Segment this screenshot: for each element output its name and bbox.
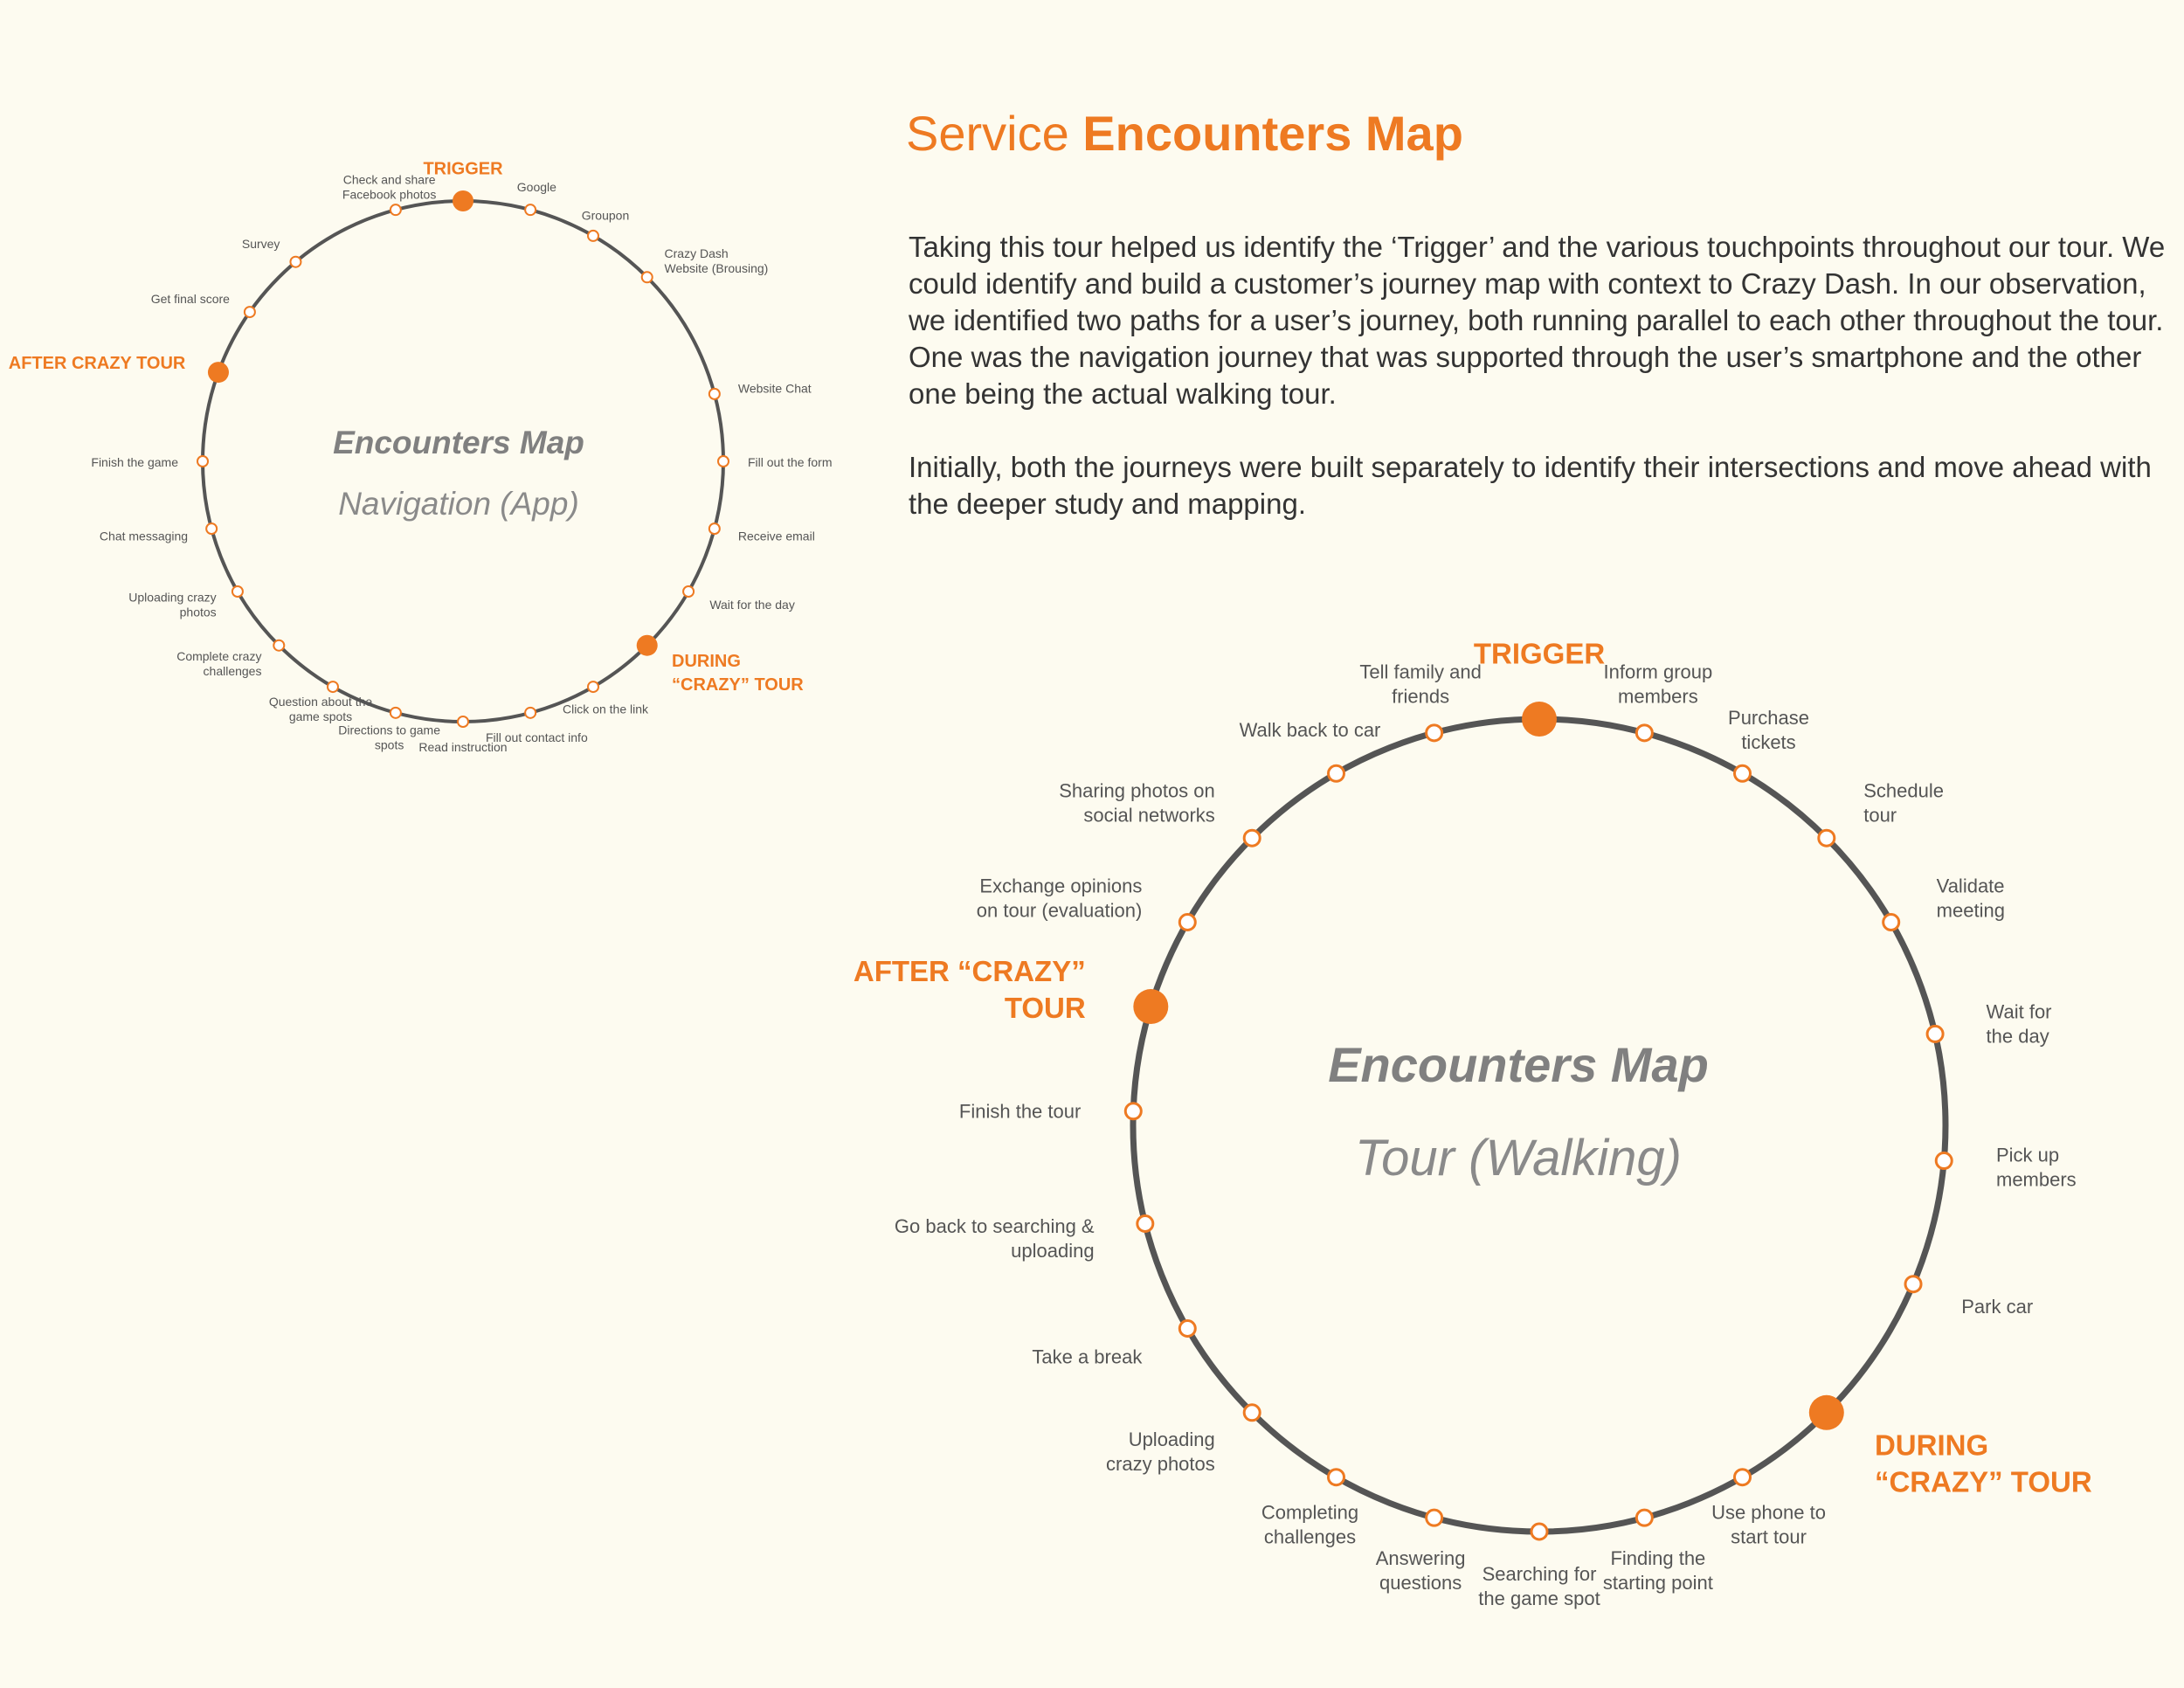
- tour-label-validate-meeting: Validate meeting: [1936, 875, 2005, 922]
- tour-node-take-a-break: [1179, 1321, 1195, 1337]
- nav-label-website-chat: Website Chat: [737, 381, 812, 396]
- tour-label-searching-for-the-game-spot: Searching for the game spot: [1478, 1562, 1600, 1609]
- tour-node-purchase-tickets: [1735, 765, 1751, 781]
- tour-node-wait-for-the-day: [1927, 1026, 1943, 1041]
- tour-label-schedule-tour: Schedule tour: [1863, 779, 1944, 827]
- tour-node-tell-family-and-friends: [1427, 725, 1442, 741]
- nav-label-finish-the-game: Finish the game: [91, 454, 178, 469]
- nav-label-read-instruction: Read instruction: [418, 739, 508, 754]
- tour-label-finish-the-tour: Finish the tour: [958, 1100, 1082, 1123]
- tour-node-completing-challenges: [1329, 1470, 1344, 1485]
- tour-label-completing-challenges: Completing challenges: [1261, 1501, 1359, 1548]
- tour-node-finish-the-tour: [1125, 1103, 1141, 1119]
- nav-label-groupon: Groupon: [581, 208, 630, 223]
- tour-node-uploading-crazy-photos: [1244, 1405, 1260, 1421]
- page-title-prefix: Service: [906, 106, 1069, 161]
- tour-label-during-crazy-tour: DURING “CRAZY” TOUR: [1874, 1429, 2092, 1498]
- tour-node-use-phone-to-start-tour: [1735, 1470, 1751, 1485]
- nav-label-crazy-dash-website-brousing: Crazy Dash Website (Brousing): [664, 246, 769, 275]
- tour-label-pick-up-members: Pick up members: [1996, 1144, 2077, 1191]
- tour-node-trigger: [1522, 702, 1557, 737]
- tour-label-finding-the-starting-point: Finding the starting point: [1602, 1546, 1713, 1594]
- tour-node-park-car: [1905, 1276, 1921, 1292]
- tour-node-inform-group-members: [1636, 725, 1652, 741]
- intro-paragraph-1: Taking this tour helped us identify the ‘Trigger’ and the various touchpoints throughout our tour. We could identify and build a customer’s journey map with context to Crazy Dash. In our observation, we identified two paths for a user’s journey, both running parallel to each other throughout the tour. One was the navigation journey that was supported through the user’s smartphone and the other one being the actual walking tour.: [909, 231, 2166, 410]
- navigation-map-subtitle: Navigation (App): [338, 486, 579, 522]
- tour-node-during-crazy-tour: [1809, 1395, 1844, 1430]
- tour-label-walk-back-to-car: Walk back to car: [1239, 719, 1381, 742]
- nav-label-after-crazy-tour: AFTER CRAZY TOUR: [8, 353, 186, 373]
- tour-map-title: Encounters Map: [1328, 1037, 1709, 1092]
- tour-map-subtitle: Tour (Walking): [1355, 1130, 1682, 1186]
- tour-node-go-back-to-searching-uploading: [1137, 1215, 1153, 1231]
- tour-touchpoints: [854, 638, 2092, 1609]
- nav-label-directions-to-game-spots: Directions to game spots: [338, 723, 440, 752]
- nav-label-check-and-share-facebook-photos: Check and share Facebook photos: [342, 172, 437, 202]
- tour-node-validate-meeting: [1883, 915, 1899, 930]
- tour-label-go-back-to-searching-uploading: Go back to searching & uploading: [894, 1214, 1095, 1262]
- tour-label-after-crazy-tour: AFTER “CRAZY” TOUR: [853, 954, 1086, 1024]
- tour-label-purchase-tickets: Purchase tickets: [1728, 707, 1809, 754]
- tour-label-use-phone-to-start-tour: Use phone to start tour: [1711, 1501, 1826, 1548]
- tour-label-take-a-break: Take a break: [1032, 1346, 1143, 1368]
- tour-node-finding-the-starting-point: [1636, 1510, 1652, 1525]
- nav-label-wait-for-the-day: Wait for the day: [709, 597, 795, 612]
- nav-label-complete-crazy-challenges: Complete crazy challenges: [176, 648, 262, 678]
- nav-label-survey: Survey: [241, 237, 280, 252]
- tour-label-trigger: TRIGGER: [1473, 637, 1606, 670]
- navigation-map-title: Encounters Map: [333, 425, 584, 460]
- tour-node-sharing-photos-on-social-networks: [1244, 830, 1260, 846]
- tour-label-inform-group-members: Inform group members: [1603, 661, 1713, 708]
- tour-label-exchange-opinions-on-tour-evaluation: Exchange opinions on tour (evaluation): [976, 875, 1143, 922]
- intro-paragraph-2: Initially, both the journeys were built separately to identify their intersections and move ahead with the deeper study and mapping.: [909, 451, 2152, 520]
- tour-label-park-car: Park car: [1961, 1295, 2034, 1318]
- tour-node-pick-up-members: [1936, 1153, 1952, 1169]
- nav-label-uploading-crazy-photos: Uploading crazy photos: [128, 590, 217, 619]
- nav-label-get-final-score: Get final score: [150, 291, 230, 306]
- tour-label-tell-family-and-friends: Tell family and friends: [1359, 661, 1482, 708]
- nav-label-fill-out-the-form: Fill out the form: [748, 454, 833, 469]
- tour-node-after-crazy-tour: [1133, 989, 1168, 1024]
- page-title-bold: Encounters Map: [1082, 106, 1463, 161]
- nav-label-during-crazy-tour: DURING “CRAZY” TOUR: [672, 651, 804, 695]
- nav-label-chat-messaging: Chat messaging: [99, 529, 189, 543]
- tour-label-wait-for-the-day: Wait for the day: [1986, 1000, 2052, 1048]
- tour-node-exchange-opinions-on-tour-evaluation: [1179, 915, 1195, 930]
- tour-node-answering-questions: [1427, 1510, 1442, 1525]
- nav-label-fill-out-contact-info: Fill out contact info: [486, 730, 588, 744]
- nav-label-click-on-the-link: Click on the link: [562, 702, 649, 716]
- tour-node-schedule-tour: [1819, 830, 1835, 846]
- tour-node-searching-for-the-game-spot: [1531, 1524, 1547, 1539]
- tour-label-answering-questions: Answering questions: [1375, 1546, 1466, 1594]
- nav-label-question-about-the-game-spots: Question about the game spots: [268, 694, 373, 723]
- tour-node-walk-back-to-car: [1329, 765, 1344, 781]
- nav-label-receive-email: Receive email: [737, 529, 815, 543]
- tour-label-uploading-crazy-photos: Uploading crazy photos: [1106, 1429, 1215, 1476]
- tour-label-sharing-photos-on-social-networks: Sharing photos on social networks: [1059, 779, 1215, 827]
- nav-label-google: Google: [516, 180, 556, 195]
- nav-label-trigger: TRIGGER: [423, 159, 503, 179]
